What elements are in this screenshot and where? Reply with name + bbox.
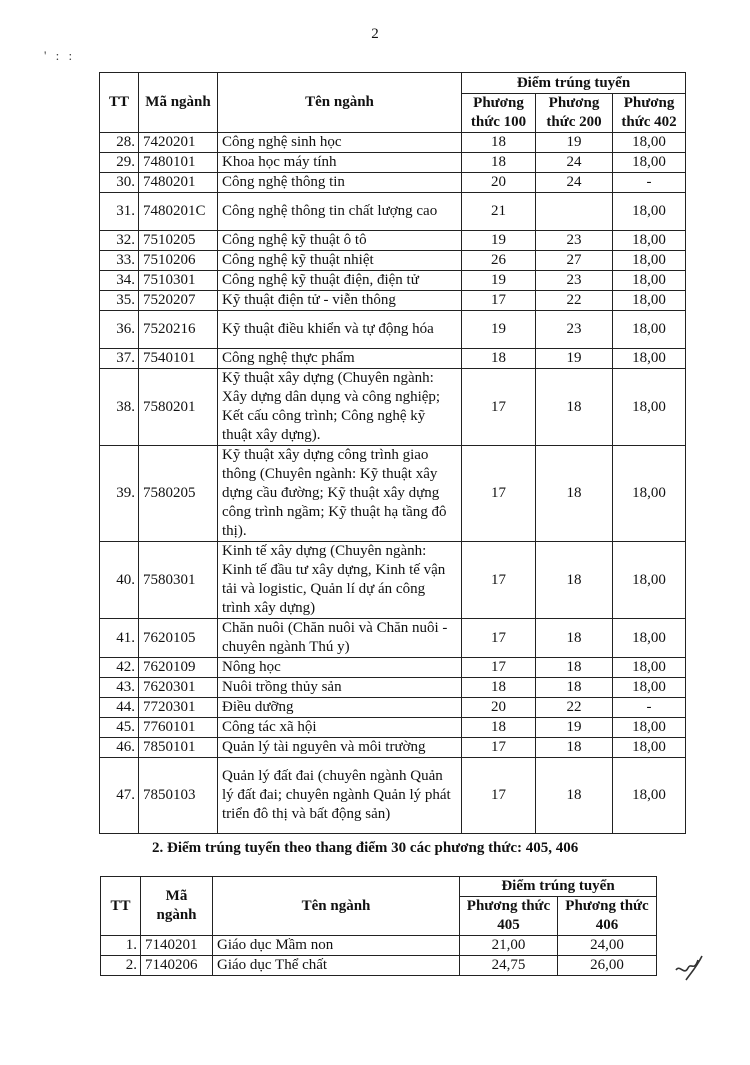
row-method-100: 20 <box>462 698 536 718</box>
row-code: 7510205 <box>139 231 218 251</box>
row-code: 7850103 <box>139 758 218 834</box>
row-tt: 37. <box>100 349 139 369</box>
header-code: Mã ngành <box>139 73 218 133</box>
row-method-100: 18 <box>462 718 536 738</box>
row-name: Khoa học máy tính <box>218 153 462 173</box>
row-tt: 2. <box>101 956 141 976</box>
row-name: Công nghệ kỹ thuật ô tô <box>218 231 462 251</box>
table-row <box>100 173 686 193</box>
row-code: 7580201 <box>139 369 218 446</box>
row-code: 7480201C <box>139 193 218 231</box>
row-tt: 41. <box>100 619 139 658</box>
header-score-group: Điểm trúng tuyển <box>460 877 657 897</box>
table-row <box>100 153 686 173</box>
row-code: 7760101 <box>139 718 218 738</box>
table-row <box>100 231 686 251</box>
row-name: Kỹ thuật xây dựng (Chuyên ngành: Xây dựng dân dụng và công nghiệp; Kết cấu công trình; Công nghệ kỹ thuật xây dựng). <box>218 369 462 446</box>
table-row <box>100 678 686 698</box>
row-method-200: 18 <box>536 446 613 542</box>
row-tt: 31. <box>100 193 139 231</box>
row-method-405: 21,00 <box>460 936 558 956</box>
header-method-406: Phương thức 406 <box>558 897 657 936</box>
row-method-100: 17 <box>462 738 536 758</box>
row-method-200: 18 <box>536 758 613 834</box>
header-method-405: Phương thức 405 <box>460 897 558 936</box>
row-tt: 35. <box>100 291 139 311</box>
row-method-402: 18,00 <box>613 738 686 758</box>
row-method-402: 18,00 <box>613 291 686 311</box>
row-tt: 43. <box>100 678 139 698</box>
row-method-402: 18,00 <box>613 758 686 834</box>
row-code: 7420201 <box>139 133 218 153</box>
row-code: 7620109 <box>139 658 218 678</box>
row-name: Giáo dục Thể chất <box>213 956 460 976</box>
row-method-100: 17 <box>462 758 536 834</box>
row-tt: 40. <box>100 542 139 619</box>
row-code: 7540101 <box>139 349 218 369</box>
row-tt: 34. <box>100 271 139 291</box>
header-method-200: Phương thức 200 <box>536 94 613 133</box>
row-tt: 29. <box>100 153 139 173</box>
row-code: 7580301 <box>139 542 218 619</box>
row-code: 7520207 <box>139 291 218 311</box>
row-method-200: 24 <box>536 173 613 193</box>
row-method-100: 21 <box>462 193 536 231</box>
table-row <box>100 542 686 619</box>
row-tt: 1. <box>101 936 141 956</box>
row-tt: 32. <box>100 231 139 251</box>
row-method-100: 18 <box>462 678 536 698</box>
row-method-100: 17 <box>462 542 536 619</box>
row-method-200: 23 <box>536 311 613 349</box>
admission-scores-table-2 <box>100 876 657 976</box>
table-row <box>100 133 686 153</box>
row-method-200: 18 <box>536 738 613 758</box>
admission-scores-table <box>99 72 686 834</box>
row-method-100: 17 <box>462 446 536 542</box>
row-name: Giáo dục Mầm non <box>213 936 460 956</box>
row-tt: 45. <box>100 718 139 738</box>
row-method-406: 24,00 <box>558 936 657 956</box>
row-name: Điều dưỡng <box>218 698 462 718</box>
row-method-100: 19 <box>462 311 536 349</box>
row-method-100: 18 <box>462 349 536 369</box>
row-method-200: 22 <box>536 698 613 718</box>
row-name: Công nghệ thông tin chất lượng cao <box>218 193 462 231</box>
row-method-402: 18,00 <box>613 542 686 619</box>
table-row <box>100 369 686 446</box>
row-method-200: 19 <box>536 718 613 738</box>
row-method-402: 18,00 <box>613 446 686 542</box>
table-row <box>100 271 686 291</box>
scan-marks: ' : : <box>44 48 76 63</box>
row-name: Công nghệ thực phẩm <box>218 349 462 369</box>
row-name: Kỹ thuật điều khiển và tự động hóa <box>218 311 462 349</box>
row-method-100: 20 <box>462 173 536 193</box>
row-method-402: 18,00 <box>613 658 686 678</box>
row-method-100: 19 <box>462 231 536 251</box>
row-method-402: 18,00 <box>613 678 686 698</box>
table-row <box>100 291 686 311</box>
table-header <box>100 73 686 133</box>
row-method-402: 18,00 <box>613 718 686 738</box>
row-method-200: 18 <box>536 619 613 658</box>
row-method-200: 23 <box>536 231 613 251</box>
row-method-100: 17 <box>462 619 536 658</box>
row-name: Chăn nuôi (Chăn nuôi và Chăn nuôi - chuyên ngành Thú y) <box>218 619 462 658</box>
row-name: Quản lý đất đai (chuyên ngành Quản lý đất đai; chuyên ngành Quản lý phát triển đô thị và bất động sản) <box>218 758 462 834</box>
section-2-title: 2. Điểm trúng tuyển theo thang điểm 30 các phương thức: 405, 406 <box>152 840 579 856</box>
row-tt: 46. <box>100 738 139 758</box>
table-row <box>101 936 657 956</box>
table-row <box>100 193 686 231</box>
row-name: Quản lý tài nguyên và môi trường <box>218 738 462 758</box>
row-method-100: 17 <box>462 369 536 446</box>
row-code: 7510206 <box>139 251 218 271</box>
row-name: Công nghệ thông tin <box>218 173 462 193</box>
row-method-406: 26,00 <box>558 956 657 976</box>
row-method-405: 24,75 <box>460 956 558 976</box>
row-method-402: 18,00 <box>613 619 686 658</box>
row-method-100: 17 <box>462 291 536 311</box>
row-method-402: 18,00 <box>613 369 686 446</box>
table-row <box>100 349 686 369</box>
row-tt: 39. <box>100 446 139 542</box>
row-method-402: - <box>613 698 686 718</box>
table-row <box>100 658 686 678</box>
table-row <box>100 718 686 738</box>
table-row <box>100 251 686 271</box>
table-row <box>100 698 686 718</box>
table-row <box>100 738 686 758</box>
row-code: 7520216 <box>139 311 218 349</box>
signature <box>672 950 706 991</box>
row-method-200: 22 <box>536 291 613 311</box>
row-name: Kinh tế xây dựng (Chuyên ngành: Kinh tế đầu tư xây dựng, Kinh tế vận tải và logistic, Quản lí dự án công trình xây dựng) <box>218 542 462 619</box>
header-method-402: Phương thức 402 <box>613 94 686 133</box>
row-method-402: - <box>613 173 686 193</box>
row-code: 7480201 <box>139 173 218 193</box>
row-method-200: 19 <box>536 133 613 153</box>
row-method-402: 18,00 <box>613 349 686 369</box>
row-method-100: 19 <box>462 271 536 291</box>
row-name: Kỹ thuật xây dựng công trình giao thông (Chuyên ngành: Kỹ thuật xây dựng cầu đường; Kỹ thuật xây dựng công trình ngầm; Kỹ thuật hạ tầng đô thị). <box>218 446 462 542</box>
table-row <box>100 619 686 658</box>
header-method-100: Phương thức 100 <box>462 94 536 133</box>
row-code: 7140206 <box>141 956 213 976</box>
row-name: Công tác xã hội <box>218 718 462 738</box>
row-code: 7720301 <box>139 698 218 718</box>
header-name: Tên ngành <box>213 877 460 936</box>
row-name: Kỹ thuật điện tử - viễn thông <box>218 291 462 311</box>
row-tt: 42. <box>100 658 139 678</box>
row-tt: 30. <box>100 173 139 193</box>
row-tt: 28. <box>100 133 139 153</box>
row-method-200: 18 <box>536 369 613 446</box>
row-code: 7620301 <box>139 678 218 698</box>
row-tt: 47. <box>100 758 139 834</box>
row-method-200: 19 <box>536 349 613 369</box>
row-tt: 38. <box>100 369 139 446</box>
row-method-402: 18,00 <box>613 193 686 231</box>
row-method-402: 18,00 <box>613 153 686 173</box>
row-method-100: 18 <box>462 153 536 173</box>
row-code: 7620105 <box>139 619 218 658</box>
row-tt: 33. <box>100 251 139 271</box>
row-tt: 44. <box>100 698 139 718</box>
row-name: Công nghệ sinh học <box>218 133 462 153</box>
row-code: 7510301 <box>139 271 218 291</box>
header-code: Mã ngành <box>141 877 213 936</box>
row-method-200: 27 <box>536 251 613 271</box>
row-method-402: 18,00 <box>613 231 686 251</box>
header-score-group: Điểm trúng tuyển <box>462 73 686 94</box>
row-name: Nuôi trồng thủy sản <box>218 678 462 698</box>
table-row <box>100 446 686 542</box>
row-method-100: 17 <box>462 658 536 678</box>
header-name: Tên ngành <box>218 73 462 133</box>
row-tt: 36. <box>100 311 139 349</box>
row-name: Công nghệ kỹ thuật nhiệt <box>218 251 462 271</box>
row-method-402: 18,00 <box>613 133 686 153</box>
row-code: 7850101 <box>139 738 218 758</box>
table-header <box>101 877 657 936</box>
row-method-200 <box>536 193 613 231</box>
row-method-100: 26 <box>462 251 536 271</box>
row-name: Nông học <box>218 658 462 678</box>
page-number: 2 <box>371 26 379 42</box>
header-tt: TT <box>101 877 141 936</box>
row-method-200: 23 <box>536 271 613 291</box>
row-method-200: 18 <box>536 542 613 619</box>
row-method-200: 24 <box>536 153 613 173</box>
header-tt: TT <box>100 73 139 133</box>
row-name: Công nghệ kỹ thuật điện, điện tử <box>218 271 462 291</box>
row-code: 7140201 <box>141 936 213 956</box>
row-method-402: 18,00 <box>613 271 686 291</box>
row-method-200: 18 <box>536 678 613 698</box>
table-row <box>100 311 686 349</box>
table-row <box>101 956 657 976</box>
row-code: 7480101 <box>139 153 218 173</box>
row-method-402: 18,00 <box>613 311 686 349</box>
row-code: 7580205 <box>139 446 218 542</box>
table-row <box>100 758 686 834</box>
row-method-200: 18 <box>536 658 613 678</box>
row-method-402: 18,00 <box>613 251 686 271</box>
row-method-100: 18 <box>462 133 536 153</box>
